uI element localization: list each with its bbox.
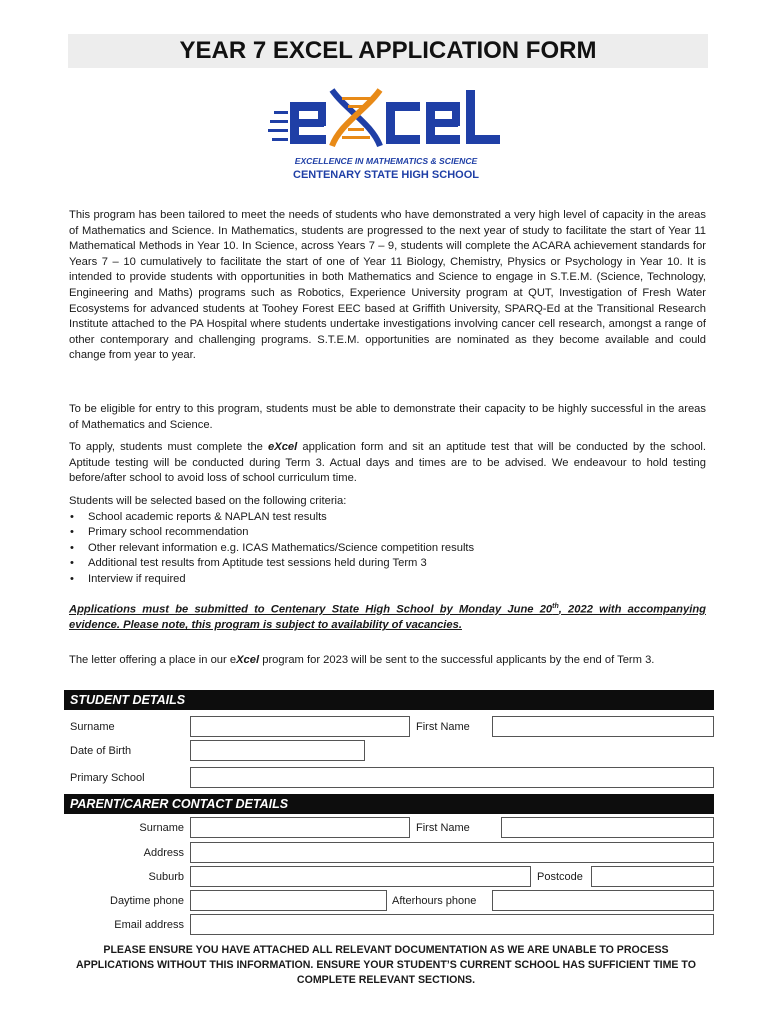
suburb-label: Suburb: [148, 871, 184, 883]
address-input[interactable]: [190, 842, 714, 863]
criteria-item: • School academic reports & NAPLAN test results: [69, 510, 706, 526]
logo-letter-e1: [290, 102, 326, 144]
form-title: YEAR 7 EXCEL APPLICATION FORM: [179, 37, 597, 64]
parent-surname-label: Surname: [139, 822, 184, 834]
parent-surname-input[interactable]: [190, 817, 410, 838]
student-surname-label: Surname: [70, 721, 115, 733]
student-details-header: STUDENT DETAILS: [64, 690, 714, 710]
parent-first-name-input[interactable]: [501, 817, 714, 838]
intro-paragraph-3: To apply, students must complete the eXcel application form and sit an aptitude test that will be conducted by the school. Aptitude testing will be conducted during Term 3. Actual days and times are to be advised. We endeavour to hold testing before/after school to avoid loss of school curriculum time.: [69, 441, 707, 485]
daytime-phone-input[interactable]: [190, 890, 387, 911]
offer-letter-text: The letter offering a place in our eXcel program for 2023 will be sent to the successful applicants by the end of Term 3.: [69, 654, 655, 666]
postcode-input[interactable]: [591, 866, 714, 887]
criteria-list: [69, 510, 706, 588]
afterhours-phone-input[interactable]: [492, 890, 714, 911]
date-of-birth-label: Date of Birth: [70, 745, 132, 757]
documentation-notice: PLEASE ENSURE YOU HAVE ATTACHED ALL RELEVANT DOCUMENTATION AS WE ARE UNABLE TO PROCESS APPLICATIONS WITHOUT THIS INFORMATION. ENSURE YOUR STUDENT’S CURRENT SCHOOL HAS SUFFICIENT TIME TO COMPLETE RELEVANT SECTIONS.: [76, 944, 696, 987]
logo-letter-l: [466, 90, 500, 144]
criteria-intro: Students will be selected based on the following criteria:: [69, 495, 347, 507]
criteria-item: • Primary school recommendation: [69, 525, 706, 541]
student-first-name-label: First Name: [416, 721, 470, 733]
student-surname-input[interactable]: [190, 716, 410, 737]
excel-brand-text: eXcel: [268, 441, 298, 453]
title-bar: [68, 34, 708, 68]
suburb-input[interactable]: [190, 866, 531, 887]
excel-brand-text: Xcel: [236, 654, 260, 666]
student-first-name-input[interactable]: [492, 716, 714, 737]
criteria-item: • Interview if required: [69, 572, 706, 588]
excel-logo: [268, 84, 504, 184]
address-label: Address: [143, 847, 184, 859]
primary-school-input[interactable]: [190, 767, 714, 788]
email-address-input[interactable]: [190, 914, 714, 935]
daytime-phone-label: Daytime phone: [110, 895, 184, 907]
afterhours-phone-label: Afterhours phone: [392, 895, 477, 907]
selection-criteria: [69, 494, 706, 588]
primary-school-label: Primary School: [70, 772, 145, 784]
postcode-label: Postcode: [537, 871, 583, 883]
logo-school-name: CENTENARY STATE HIGH SCHOOL: [293, 169, 479, 181]
criteria-item: • Additional test results from Aptitude test sessions held during Term 3: [69, 556, 706, 572]
intro-paragraph-2: To be eligible for entry to this program, students must be able to demonstrate their capacity to be highly successful in the areas of Mathematics and Science.: [69, 403, 706, 431]
deadline-notice: Applications must be submitted to Centenary State High School by Monday June 20th, 2022 with accompanying evidence. Please note, this program is subject to availability of vacancies.: [69, 603, 706, 632]
parent-first-name-label: First Name: [416, 822, 470, 834]
logo-letter-c: [386, 102, 420, 144]
logo-speed-lines: [268, 111, 288, 141]
date-of-birth-input[interactable]: [190, 740, 365, 761]
logo-tagline: EXCELLENCE IN MATHEMATICS & SCIENCE: [294, 156, 478, 166]
logo-letter-e2: [426, 102, 460, 144]
intro-paragraph-1: This program has been tailored to meet the needs of students who have demonstrated a very high level of capacity in the areas of Mathematics and Science. In Mathematics, students are progressed to the next year of study to facilitate the start of Year 11 Mathematical Methods in Year 10. In Science, across Years 7 – 9, students will complete the ACARA achievement standards for Years 7 – 10 cumulatively to facilitate the start of one of Year 11 Biology, Chemistry, Physics or Psychology in Year 10. It is intended to provide students with opportunities in both Mathematics and Science to engage in S.T.E.M. (Science, Technology, Engineering and Maths) programs such as Robotics, Experience University program at QUT, Investigation of Fresh Water Ecosystems for advanced students at Toohey Forest EEC based at Griffith University, SPARQ-Ed at the Transitional Research Institute attached to the PA Hospital where students undertake investigations involving cancer cell research, amongst a range of other contemporary and challenging programs. S.T.E.M. opportunities are nominated as they become available and could change from year to year.: [69, 209, 706, 362]
parent-details-header: PARENT/CARER CONTACT DETAILS: [64, 794, 714, 814]
email-address-label: Email address: [114, 919, 184, 931]
criteria-item: • Other relevant information e.g. ICAS Mathematics/Science competition results: [69, 541, 706, 557]
logo-dna-x: [332, 90, 380, 146]
